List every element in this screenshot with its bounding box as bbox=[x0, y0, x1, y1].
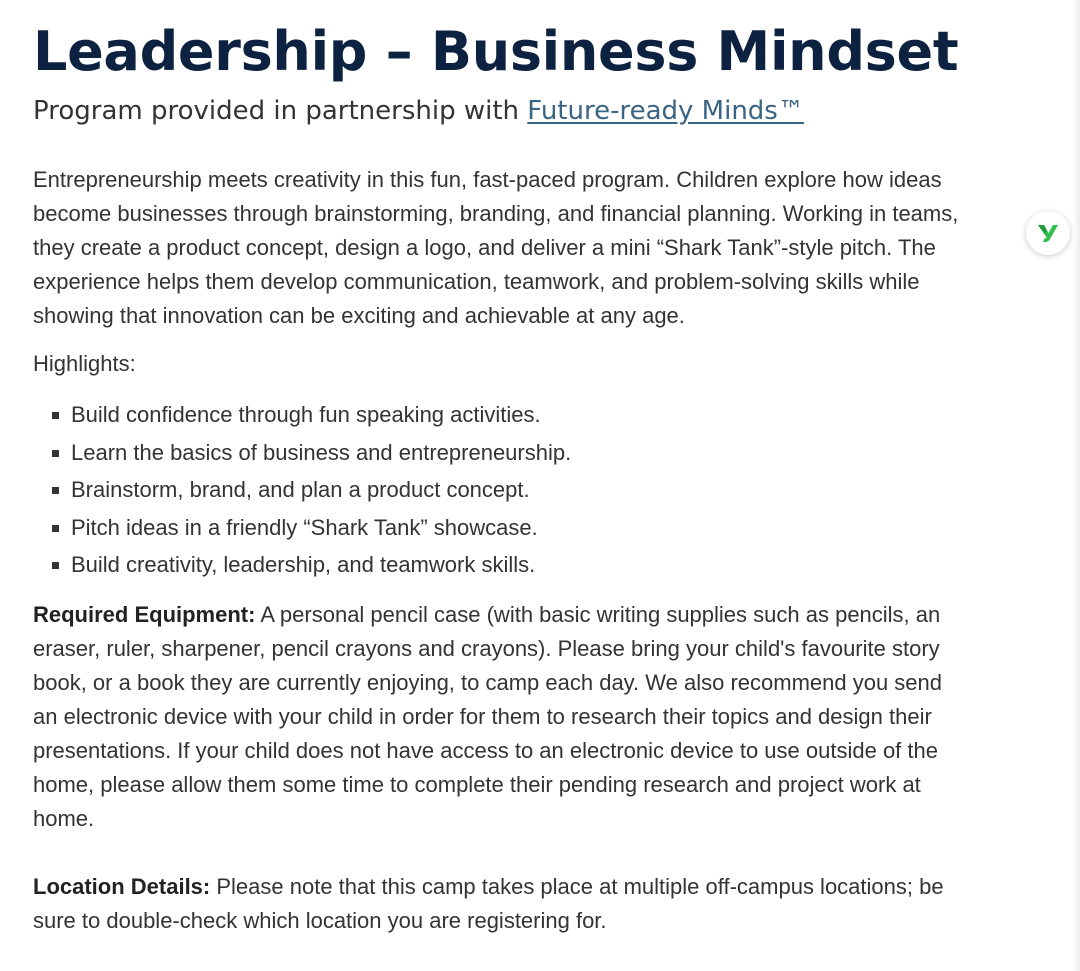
highlight-item bbox=[33, 396, 1063, 434]
square-bullet-icon bbox=[52, 562, 59, 569]
subtitle-prefix: Program provided in partnership with bbox=[33, 96, 528, 126]
equipment-text: A personal pencil case (with basic writing supplies such as pencils, an bbox=[255, 601, 941, 627]
equipment-line bbox=[33, 598, 1063, 632]
square-bullet-icon bbox=[52, 412, 59, 419]
highlight-text: Learn the basics of business and entrepreneurship. bbox=[71, 439, 572, 465]
highlight-text: Build creativity, leadership, and teamwork skills. bbox=[71, 552, 536, 577]
equipment-line: an electronic device with your child in order for them to research their topics and design their bbox=[33, 703, 932, 729]
highlight-item bbox=[33, 471, 1063, 509]
equipment-line: home, please allow them some time to complete their pending research and project work at bbox=[33, 771, 921, 797]
location-details bbox=[33, 870, 1063, 938]
highlights-heading: Highlights: bbox=[33, 351, 136, 376]
page-title: Leadership – Business Mindset bbox=[33, 20, 959, 83]
description-line: they create a product concept, design a logo, and deliver a mini “Shark Tank”-style pitch. The bbox=[33, 235, 936, 260]
required-equipment bbox=[33, 598, 1063, 836]
floating-assistant-button[interactable] bbox=[1026, 211, 1070, 255]
description-line: showing that innovation can be exciting and achievable at any age. bbox=[33, 303, 685, 328]
location-line: sure to double-check which location you are registering for. bbox=[33, 907, 607, 933]
location-details-label: Location Details: bbox=[33, 873, 211, 899]
square-bullet-icon bbox=[52, 450, 59, 457]
y-logo-icon bbox=[1036, 222, 1060, 244]
equipment-line: book, or a book they are currently enjoying, to camp each day. We also recommend you send bbox=[33, 669, 943, 695]
location-line bbox=[33, 870, 1063, 904]
highlight-item bbox=[33, 434, 1063, 472]
equipment-line: presentations. If your child does not have access to an electronic device to use outside of the bbox=[33, 737, 938, 763]
equipment-line: eraser, ruler, sharpener, pencil crayons and crayons). Please bring your child's favourite story bbox=[33, 635, 940, 661]
page-content bbox=[33, 16, 1063, 938]
location-text: Please note that this camp takes place at multiple off-campus locations; be bbox=[210, 873, 944, 899]
equipment-line: home. bbox=[33, 805, 95, 831]
highlight-item bbox=[33, 546, 1063, 584]
description-line: experience helps them develop communication, teamwork, and problem-solving skills while bbox=[33, 269, 920, 294]
partnership-subtitle bbox=[33, 94, 1063, 128]
scrollbar-edge bbox=[1073, 0, 1080, 971]
highlights-list bbox=[33, 396, 1063, 584]
highlight-text: Pitch ideas in a friendly “Shark Tank” showcase. bbox=[71, 514, 538, 540]
highlight-text: Build confidence through fun speaking activities. bbox=[71, 402, 541, 427]
partner-link[interactable]: Future-ready Minds™ bbox=[527, 96, 804, 126]
description-line: become businesses through brainstorming, branding, and financial planning. Working in teams, bbox=[33, 201, 959, 226]
required-equipment-label: Required Equipment: bbox=[33, 601, 256, 627]
square-bullet-icon bbox=[52, 487, 59, 494]
highlight-item bbox=[33, 509, 1063, 547]
description-line: Entrepreneurship meets creativity in this fun, fast-paced program. Children explore how ideas bbox=[33, 167, 942, 192]
square-bullet-icon bbox=[52, 525, 59, 532]
program-description bbox=[33, 163, 1058, 333]
highlight-text: Brainstorm, brand, and plan a product concept. bbox=[71, 477, 530, 502]
